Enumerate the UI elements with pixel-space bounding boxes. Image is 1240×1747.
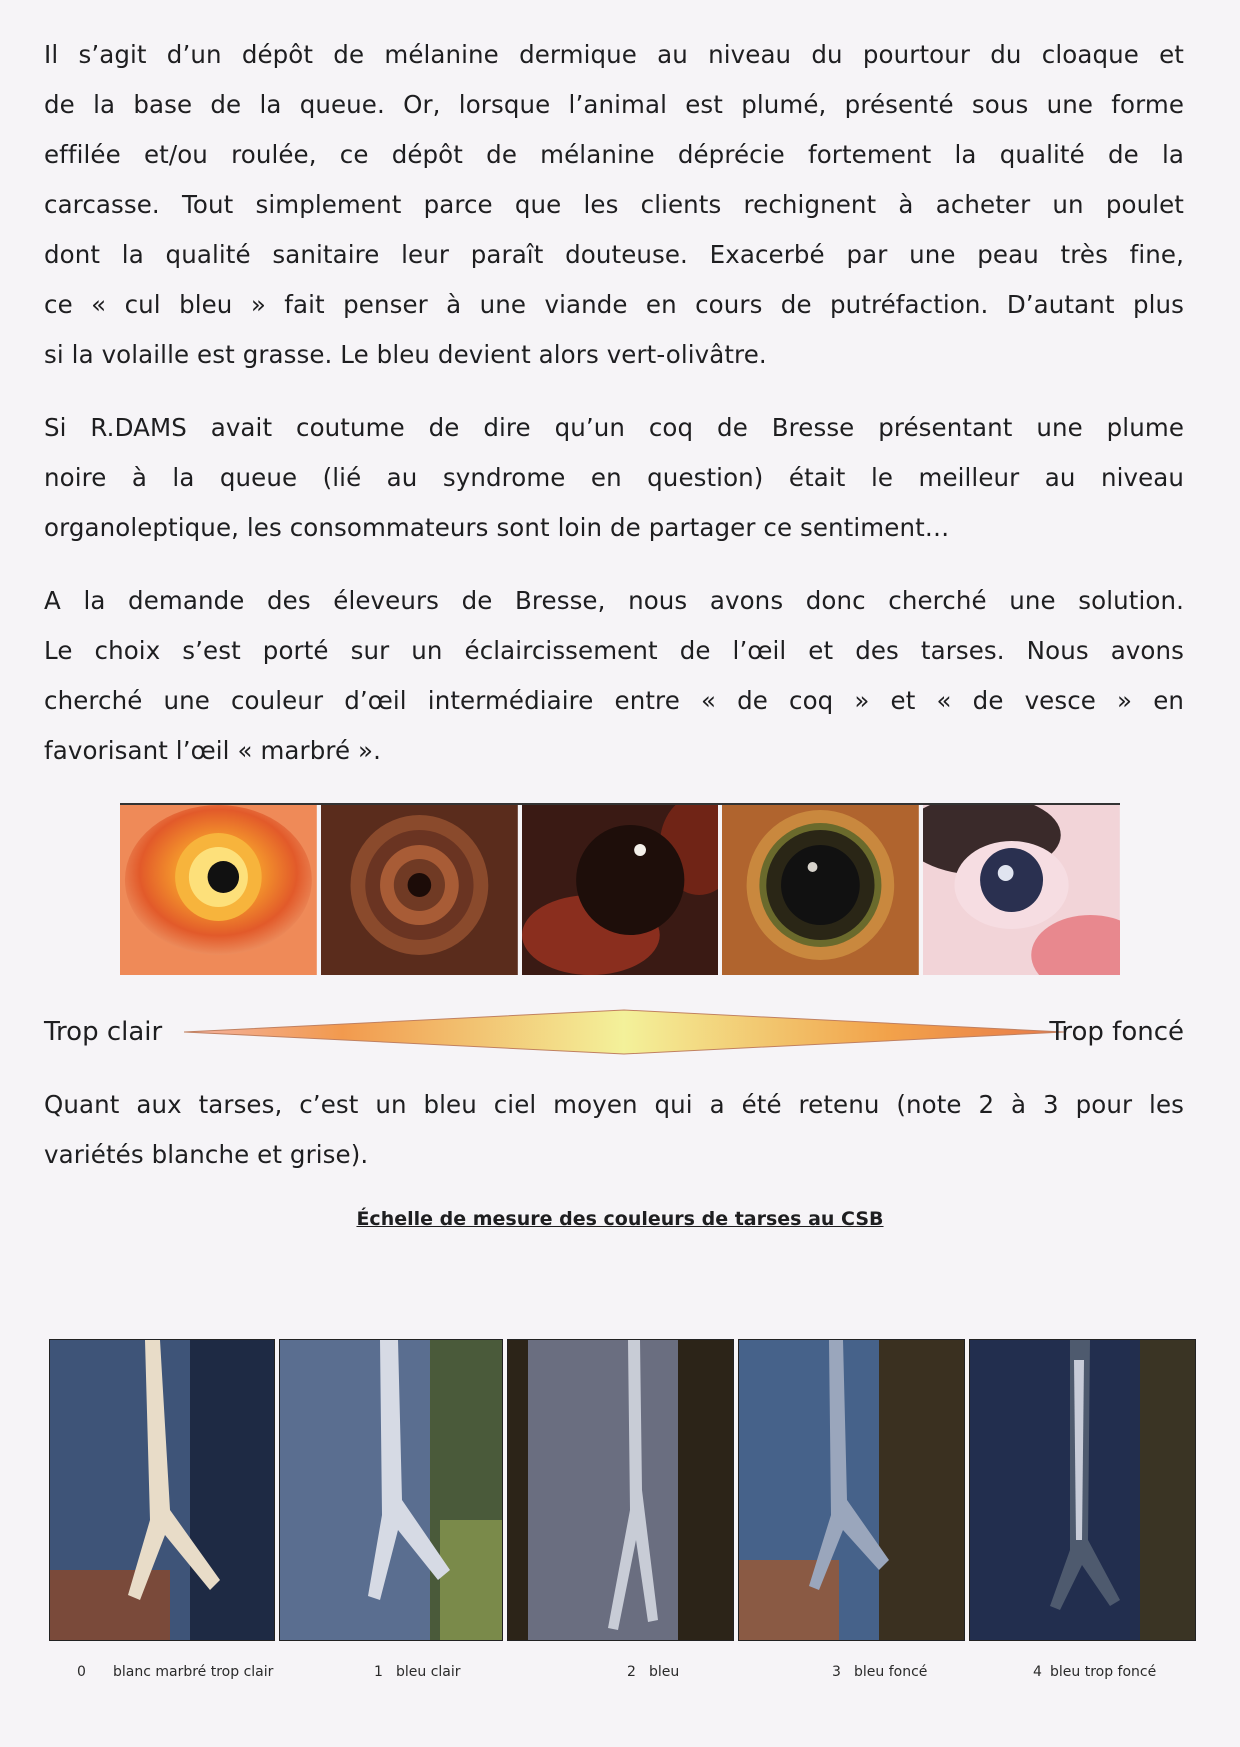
text-line: noire à la queue (lié au syndrome en question) était le meilleur au niveau	[44, 463, 1184, 492]
paragraph-solution	[44, 576, 1184, 776]
text-line: organoleptique, les consommateurs sont loin de partager ce sentiment…	[44, 513, 950, 542]
text-line: Si R.DAMS avait coutume de dire qu’un coq de Bresse présentant une plume	[44, 413, 1184, 442]
text-line: favorisant l’œil « marbré ».	[44, 736, 382, 765]
tarse-scale-caption: Échelle de mesure des couleurs de tarses au CSB	[356, 1208, 884, 1230]
gradient-spindle	[184, 1008, 1064, 1056]
tarse-label-2-text: bleu	[649, 1664, 680, 1680]
paragraph-tarses	[44, 1080, 1184, 1180]
text-line: Quant aux tarses, c’est un bleu ciel moyen qui a été retenu (note 2 à 3 pour les	[44, 1090, 1184, 1119]
tarse-scale-labels	[0, 1664, 1240, 1688]
text-line: de la base de la queue. Or, lorsque l’animal est plumé, présenté sous une forme	[44, 90, 1184, 119]
text-line: A la demande des éleveurs de Bresse, nous avons donc cherché une solution.	[44, 586, 1184, 615]
eye-orange-photo	[120, 805, 317, 975]
eye-dark-photo	[522, 805, 719, 975]
tarse-photo-3	[738, 1339, 965, 1641]
scale-right-label: Trop foncé	[1049, 1017, 1184, 1047]
tarse-photo-2	[507, 1339, 734, 1641]
paragraph-rdams	[44, 403, 1184, 553]
text-line: Il s’agit d’un dépôt de mélanine dermique au niveau du pourtour du cloaque et	[44, 40, 1184, 69]
eye-brown-ring-photo	[321, 805, 518, 975]
text-line: si la volaille est grasse. Le bleu devient alors vert-olivâtre.	[44, 340, 767, 369]
eye-pale-photo	[923, 805, 1120, 975]
text-line: dont la qualité sanitaire leur paraît douteuse. Exacerbé par une peau très fine,	[44, 240, 1184, 269]
eye-marbled-photo	[722, 805, 919, 975]
text-line: ce « cul bleu » fait penser à une viande en cours de putréfaction. D’autant plus	[44, 290, 1184, 319]
tarse-photo-1	[279, 1339, 503, 1641]
tarse-photo-4	[969, 1339, 1196, 1641]
text-line: Le choix s’est porté sur un éclaircissement de l’œil et des tarses. Nous avons	[44, 636, 1184, 665]
scale-left-label: Trop clair	[44, 1017, 163, 1047]
paragraph-melanin-deposit	[44, 30, 1184, 380]
tarse-label-0-text: blanc marbré trop clair	[113, 1664, 274, 1680]
tarse-label-1-number: 1	[374, 1664, 383, 1680]
tarse-label-3-number: 3	[832, 1664, 841, 1680]
tarse-photo-strip	[49, 1339, 1197, 1641]
text-line: variétés blanche et grise).	[44, 1140, 369, 1169]
text-line: cherché une couleur d’œil intermédiaire entre « de coq » et « de vesce » en	[44, 686, 1184, 715]
eye-color-strip	[120, 803, 1120, 977]
tarse-label-2-number: 2	[627, 1664, 636, 1680]
tarse-label-4-text: bleu trop foncé	[1050, 1664, 1157, 1680]
eye-color-scale	[44, 1008, 1184, 1056]
tarse-label-1-text: bleu clair	[396, 1664, 461, 1680]
text-line: carcasse. Tout simplement parce que les clients rechignent à acheter un poulet	[44, 190, 1184, 219]
text-line: effilée et/ou roulée, ce dépôt de mélanine déprécie fortement la qualité de la	[44, 140, 1184, 169]
tarse-label-3-text: bleu foncé	[854, 1664, 928, 1680]
tarse-photo-0	[49, 1339, 275, 1641]
tarse-label-4-number: 4	[1033, 1664, 1042, 1680]
tarse-label-0-number: 0	[77, 1664, 86, 1680]
